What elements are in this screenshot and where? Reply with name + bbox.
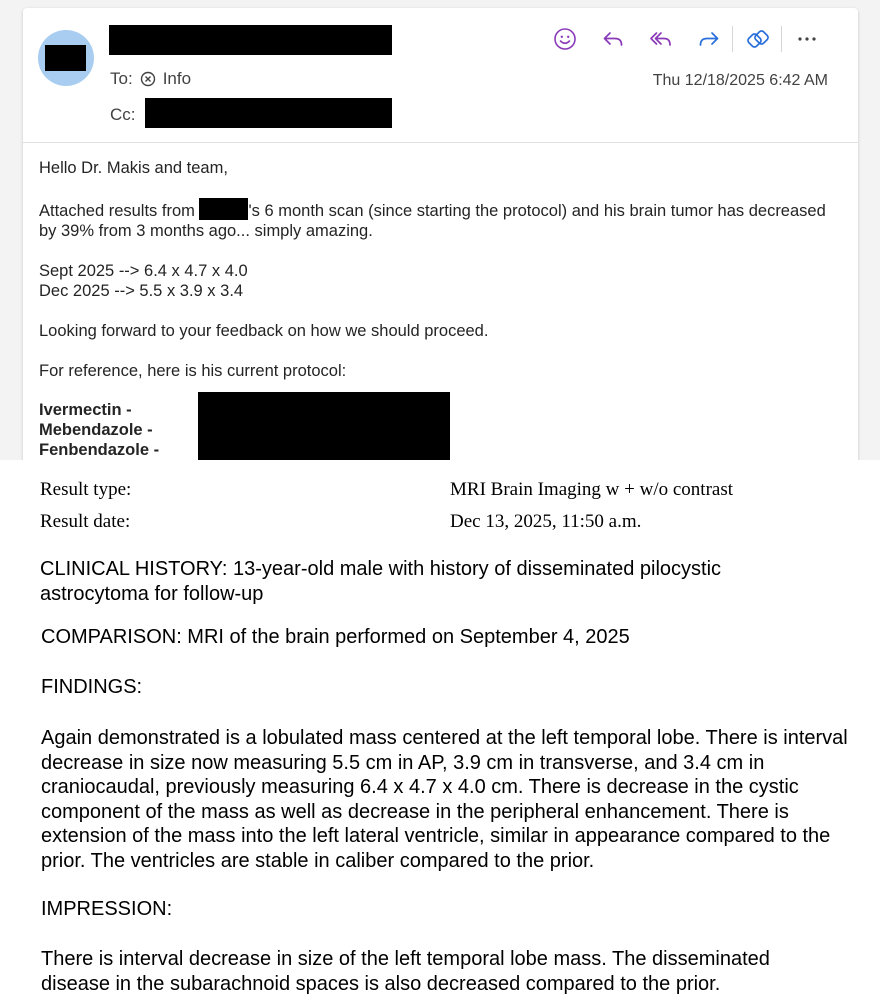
- feedback-line: Looking forward to your feedback on how we should proceed.: [39, 322, 489, 340]
- reply-icon: [601, 27, 625, 51]
- email-message: [23, 8, 858, 460]
- result-type-label: Result type:: [40, 479, 132, 500]
- forward-icon: [697, 27, 721, 51]
- reference-line: For reference, here is his current protocol:: [39, 362, 347, 380]
- reply-button[interactable]: [601, 27, 625, 51]
- med-mebendazole: Mebendazole -: [39, 421, 153, 439]
- scan-comparison: [39, 261, 839, 301]
- clinical-history: CLINICAL HISTORY: 13-year-old male with history of disseminated pilocystic astrocytoma for follow-up: [40, 558, 722, 605]
- results-text-end: 's 6 month scan (since starting the protocol) and his brain tumor has decreased by 39% from 3 months ago... simply amazing.: [39, 202, 826, 240]
- greeting: Hello Dr. Makis and team,: [39, 159, 228, 177]
- avatar-redaction: [45, 45, 86, 71]
- remove-recipient-icon[interactable]: [140, 71, 156, 87]
- med-ivermectin: Ivermectin -: [39, 401, 132, 419]
- protocol-list: [39, 400, 159, 460]
- scan-dec: Dec 2025 --> 5.5 x 3.9 x 3.4: [39, 282, 244, 300]
- sender-name-redaction: [109, 25, 392, 55]
- scan-sept: Sept 2025 --> 6.4 x 4.7 x 4.0: [39, 262, 248, 280]
- impression-heading: IMPRESSION:: [41, 898, 173, 920]
- more-icon: [795, 27, 819, 51]
- more-actions-button[interactable]: [795, 27, 819, 51]
- toolbar-divider: [732, 26, 733, 52]
- patient-name-redaction: [199, 198, 248, 220]
- impression-text: There is interval decrease in size of the left temporal lobe mass. The disseminated disease in the subarachnoid spaces is also decreased compared to the prior.: [41, 948, 770, 995]
- reaction-button[interactable]: [553, 27, 577, 51]
- results-text-start: Attached results from: [39, 202, 200, 220]
- findings-heading: FINDINGS:: [41, 676, 143, 698]
- med-fenbendazole: Fenbendazole -: [39, 441, 160, 459]
- dosage-redaction: [198, 392, 450, 460]
- message-date: Thu 12/18/2025 6:42 AM: [652, 72, 828, 89]
- to-label: To:: [110, 69, 133, 88]
- comparison: COMPARISON: MRI of the brain performed on September 4, 2025: [41, 626, 630, 648]
- email-pane: [0, 0, 880, 460]
- result-date-value: Dec 13, 2025, 11:50 a.m.: [450, 511, 642, 532]
- results-paragraph: [39, 198, 839, 241]
- reply-all-button[interactable]: [649, 27, 673, 51]
- findings-text: Again demonstrated is a lobulated mass centered at the left temporal lobe. There is interval decrease in size now measuring 5.5 cm in AP, 3.9 cm in transverse, and 3.4 cm in craniocaudal, previously measuring 6.4 x 4.7 x 4.0 cm. There is decrease in the cystic component of the mass as well as decrease in the peripheral enhancement. There is extension of the mass into the left lateral ventricle, similar in appearance compared to the prior. The ventricles are stable in caliber compared to the prior.: [41, 727, 848, 872]
- reply-all-icon: [649, 27, 673, 51]
- result-date-label: Result date:: [40, 511, 131, 532]
- to-row: [110, 69, 191, 89]
- to-recipient[interactable]: Info: [162, 69, 192, 88]
- forward-button[interactable]: [697, 27, 721, 51]
- result-type-value: MRI Brain Imaging w + w/o contrast: [450, 479, 734, 500]
- message-toolbar: [553, 24, 819, 54]
- loop-icon: [746, 27, 770, 51]
- loop-button[interactable]: [746, 27, 770, 51]
- message-header: [23, 8, 858, 143]
- mri-report: [0, 460, 880, 1007]
- toolbar-divider-2: [781, 26, 782, 52]
- smiley-icon: [553, 27, 577, 51]
- cc-redaction: [145, 98, 392, 128]
- cc-label: Cc:: [110, 105, 136, 124]
- message-body: [39, 158, 839, 401]
